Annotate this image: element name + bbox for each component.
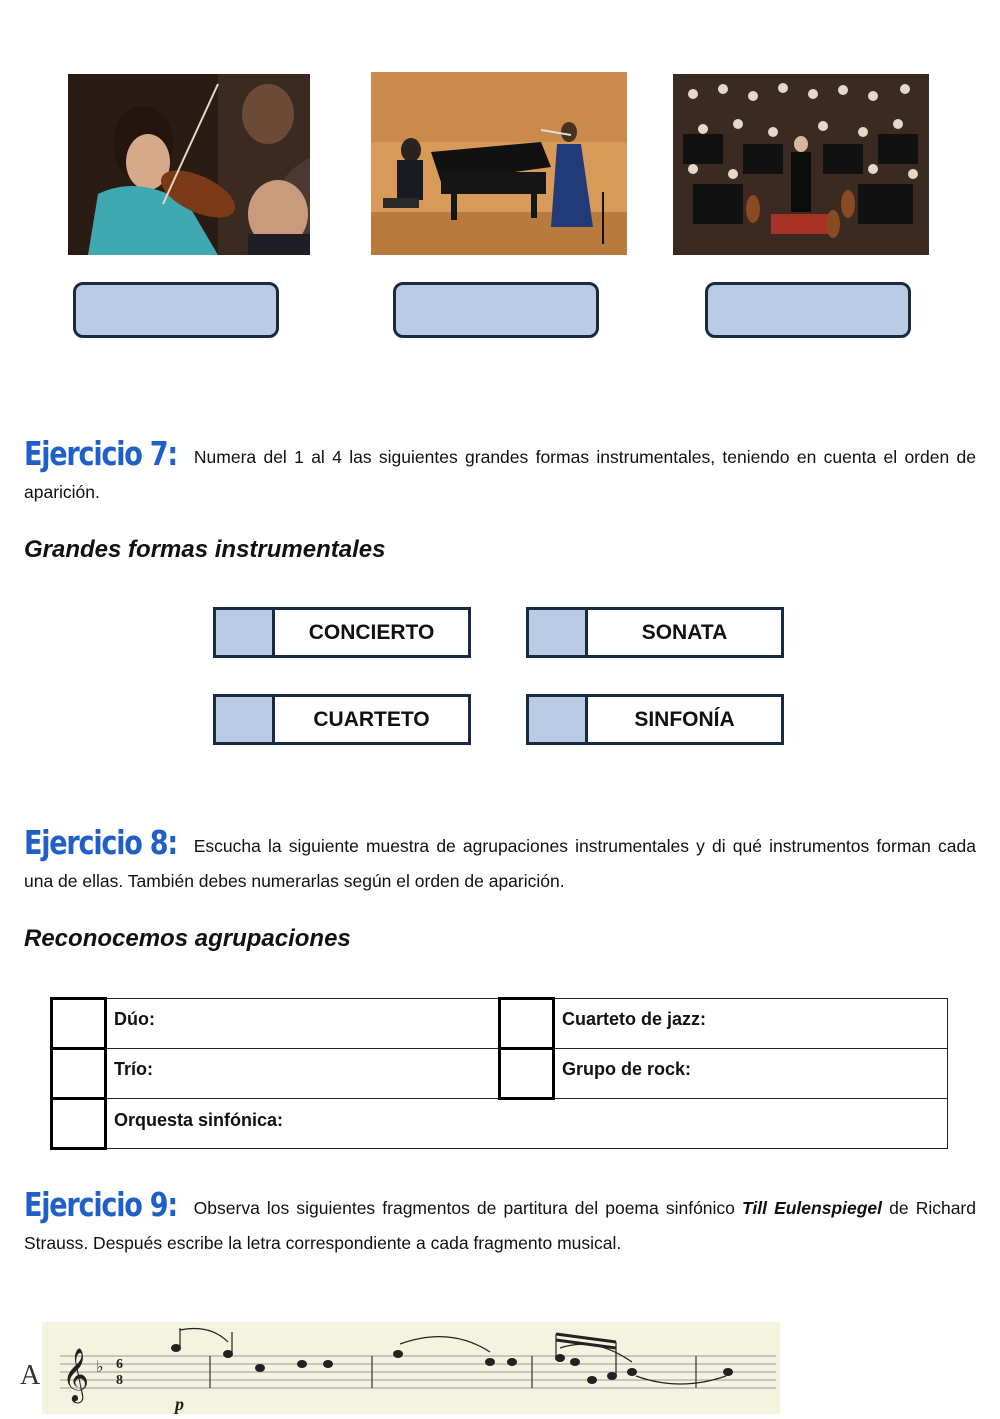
exercise-7-instructions — [24, 436, 976, 510]
exercise-8-text: Escucha la siguiente muestra de agrupaciones instrumentales y di qué instrumentos forman cada una de ellas. También debes numerarlas según el orden de aparición. — [24, 836, 976, 891]
work-title: Till Eulenspiegel — [742, 1198, 883, 1218]
number-input-symphony-orchestra[interactable] — [52, 1099, 106, 1149]
exercise-9-text-before: Observa los siguientes fragmentos de partitura del poema sinfónico — [186, 1198, 743, 1218]
form-card-sonata — [526, 607, 784, 658]
number-input-jazz-quartet[interactable] — [500, 999, 554, 1049]
exercise-9-instructions — [24, 1187, 976, 1261]
exercise-8-instructions — [24, 825, 976, 899]
symphony-orchestra-photo — [673, 74, 929, 255]
flute-piano-duo-photo — [371, 72, 627, 255]
form-label-sonata: SONATA — [641, 620, 728, 644]
form-card-concierto — [213, 607, 471, 658]
exercise-7-title: Grandes formas instrumentales — [24, 536, 386, 563]
form-label-cuarteto: CUARTETO — [313, 707, 430, 731]
exercise-7-text: Numera del 1 al 4 las siguientes grandes formas instrumentales, teniendo en cuenta el orden de aparición. — [24, 447, 976, 502]
number-input-sinfonia[interactable] — [529, 697, 588, 742]
score-letter: A — [20, 1360, 41, 1391]
table-row — [52, 1049, 948, 1099]
exercise-9-text-after: de Richard Strauss. Después escribe la letra correspondiente a cada fragmento musical. — [24, 1198, 976, 1253]
groups-table — [50, 997, 948, 1150]
group-label-jazz-quartet[interactable]: Cuarteto de jazz: — [554, 999, 948, 1049]
number-input-sonata[interactable] — [529, 610, 588, 655]
exercise-7-label: Ejercicio 7: — [24, 434, 177, 473]
violinist-soloist-photo — [68, 74, 310, 255]
group-label-rock-group[interactable]: Grupo de rock: — [554, 1049, 948, 1099]
number-input-duo[interactable] — [52, 999, 106, 1049]
form-label-concierto: CONCIERTO — [308, 620, 435, 644]
time-signature-top: 6 — [116, 1357, 123, 1372]
exercise-8-title: Reconocemos agrupaciones — [24, 925, 351, 952]
exercise-9-label: Ejercicio 9: — [24, 1185, 177, 1224]
dynamic-marking: p — [175, 1394, 184, 1414]
flat-icon: ♭ — [96, 1357, 104, 1376]
group-label-symphony-orchestra[interactable]: Orquesta sinfónica: — [106, 1099, 948, 1149]
table-row — [52, 999, 948, 1049]
time-signature-bottom: 8 — [116, 1373, 123, 1388]
table-row — [52, 1099, 948, 1149]
form-label-sinfonia: SINFONÍA — [634, 707, 735, 731]
number-input-concierto[interactable] — [216, 610, 275, 655]
group-label-trio[interactable]: Trío: — [106, 1049, 500, 1099]
number-input-cuarteto[interactable] — [216, 697, 275, 742]
exercise-8-label: Ejercicio 8: — [24, 823, 177, 862]
group-label-duo[interactable]: Dúo: — [106, 999, 500, 1049]
answer-box-3[interactable] — [705, 282, 911, 338]
number-input-trio[interactable] — [52, 1049, 106, 1099]
form-card-cuarteto — [213, 694, 471, 745]
number-input-rock-group[interactable] — [500, 1049, 554, 1099]
score-fragment-a — [20, 1322, 780, 1414]
answer-box-2[interactable] — [393, 282, 599, 338]
treble-clef-icon: 𝄞 — [62, 1347, 90, 1401]
answer-box-1[interactable] — [73, 282, 279, 338]
form-card-sinfonia — [526, 694, 784, 745]
